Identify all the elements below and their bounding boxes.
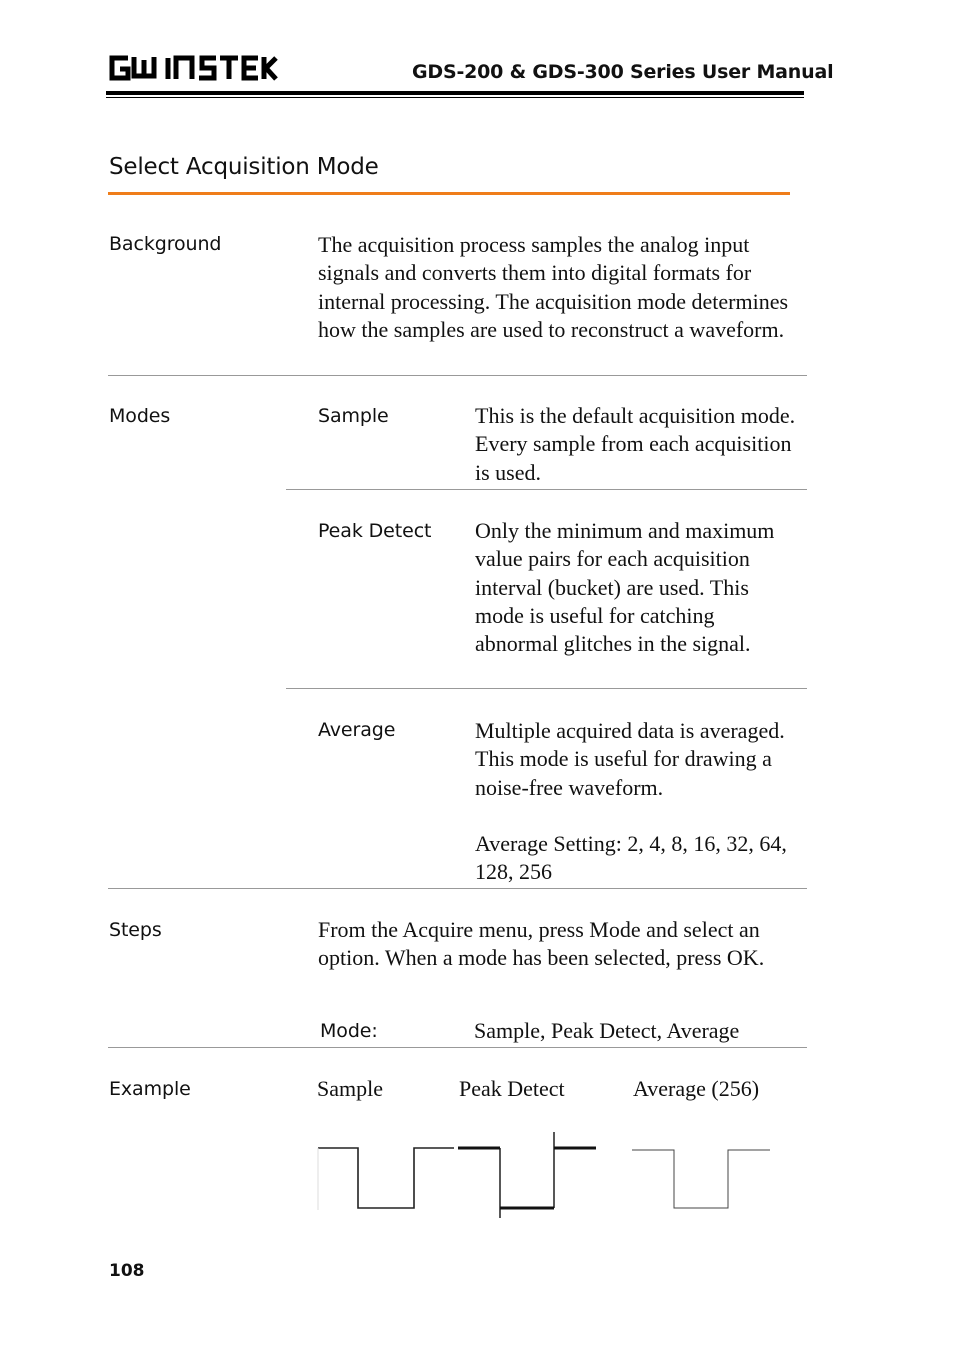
mode-description-average: Multiple acquired data is averaged. This mode is useful for drawing a noise-free waveform.	[475, 718, 785, 800]
header-rule-thin	[106, 97, 804, 98]
modes-label: Modes	[109, 405, 171, 427]
average-setting: Average Setting: 2, 4, 8, 16, 32, 64, 128, 256	[475, 831, 787, 885]
gw-instek-logo	[108, 52, 278, 84]
section-title-underline	[108, 192, 790, 195]
header-rule	[106, 91, 804, 95]
mode-divider	[286, 688, 807, 689]
waveform-sample	[318, 1148, 454, 1210]
mode-name-peak-detect: Peak Detect	[318, 520, 432, 542]
mode-description-sample: This is the default acquisition mode. Every sample from each acquisition is used.	[475, 403, 796, 485]
mode-parameter-name: Mode:	[320, 1020, 378, 1042]
mode-name-sample: Sample	[318, 405, 389, 427]
background-text: The acquisition process samples the analog input signals and converts them into digital formats for internal processing. The acquisition mode determines how the samples are used to reconstruct a waveform.	[318, 232, 789, 342]
mode-divider	[286, 489, 807, 490]
mode-parameter-values: Sample, Peak Detect, Average	[474, 1018, 740, 1043]
mode-description-peak-detect: Only the minimum and maximum value pairs for each acquisition interval (bucket) are used. This mode is useful for catching abnormal glitches in the signal.	[475, 518, 775, 657]
example-caption-peak-detect: Peak Detect	[459, 1076, 565, 1101]
row-divider	[108, 1047, 807, 1048]
steps-label: Steps	[109, 919, 162, 941]
example-waveforms	[314, 1126, 774, 1226]
waveform-peak-detect	[458, 1132, 596, 1218]
waveform-average	[632, 1150, 770, 1208]
background-label: Background	[109, 233, 222, 255]
steps-text: From the Acquire menu, press Mode and select an option. When a mode has been selected, press OK.	[318, 917, 765, 971]
row-divider	[108, 375, 807, 376]
row-divider	[108, 888, 807, 889]
section-title: Select Acquisition Mode	[109, 154, 379, 180]
page-number: 108	[109, 1261, 145, 1281]
manual-title: GDS-200 & GDS-300 Series User Manual	[412, 61, 834, 83]
example-label: Example	[109, 1078, 191, 1100]
example-caption-sample: Sample	[317, 1076, 383, 1101]
example-caption-average: Average (256)	[633, 1076, 760, 1101]
mode-name-average: Average	[318, 719, 396, 741]
